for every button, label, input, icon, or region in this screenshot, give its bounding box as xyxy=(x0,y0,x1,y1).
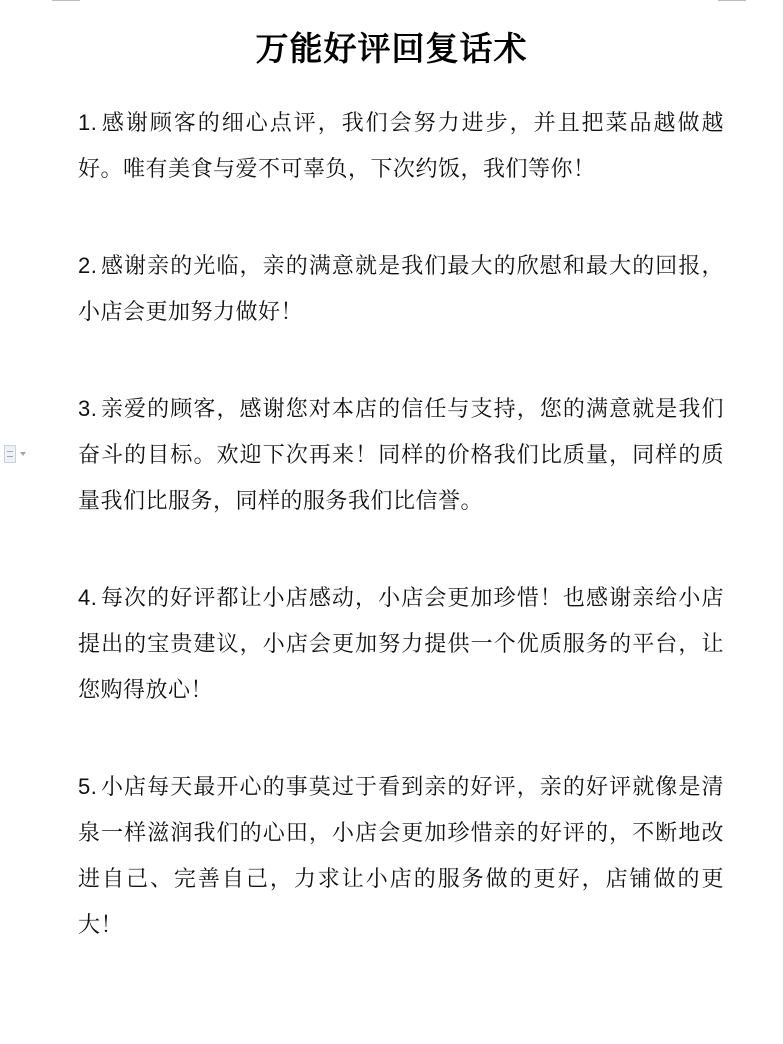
item-text: 每次的好评都让小店感动，小店会更加珍惜！也感谢亲给小店提出的宝贵建议，小店会更加努力提供一个优质服务的平台，让您购得放心！ xyxy=(78,586,724,703)
document-title: 万能好评回复话术 xyxy=(255,29,528,68)
reply-item-2 xyxy=(78,243,724,336)
chevron-down-icon xyxy=(20,452,26,456)
item-number: 5. xyxy=(78,774,98,799)
item-text: 亲爱的顾客，感谢您对本店的信任与支持，您的满意就是我们奋斗的目标。欢迎下次再来！同样的价格我们比质量，同样的质量我们比服务，同样的服务我们比信誉。 xyxy=(78,397,724,514)
item-text: 感谢顾客的细心点评，我们会努力进步，并且把菜品越做越好。唯有美食与爱不可辜负，下次约饭，我们等你！ xyxy=(78,111,724,182)
item-text: 小店每天最开心的事莫过于看到亲的好评，亲的好评就像是清泉一样滋润我们的心田，小店会更加珍惜亲的好评的，不断地改进自己、完善自己，力求让小店的服务做的更好，店铺做的更大！ xyxy=(78,775,724,938)
item-number: 3. xyxy=(78,396,98,421)
item-number: 4. xyxy=(78,585,98,610)
reply-item-3 xyxy=(78,386,724,525)
paragraph-handle-icon xyxy=(4,445,16,463)
reply-item-4 xyxy=(78,575,724,714)
reply-item-1 xyxy=(78,100,724,193)
item-text: 感谢亲的光临，亲的满意就是我们最大的欣慰和最大的回报，小店会更加努力做好！ xyxy=(78,254,724,325)
page-corner-mark-left xyxy=(52,0,80,1)
document-body xyxy=(78,100,724,999)
paragraph-handle[interactable] xyxy=(4,445,26,463)
item-number: 2. xyxy=(78,253,98,278)
page-corner-mark-right xyxy=(718,0,746,1)
item-number: 1. xyxy=(78,110,98,135)
reply-item-5 xyxy=(78,764,724,949)
